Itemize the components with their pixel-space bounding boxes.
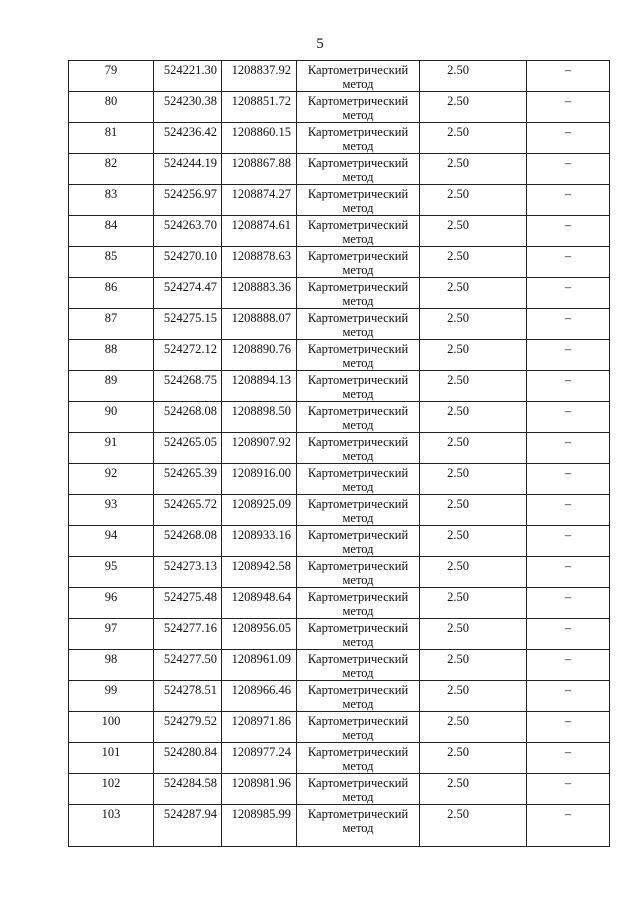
method-line-2: метод: [342, 418, 374, 432]
note-cell: –: [527, 526, 610, 557]
method-cell: [297, 185, 420, 216]
x-coordinate-cell: 524230.38: [154, 92, 222, 123]
point-number-cell: 81: [69, 123, 154, 154]
x-coordinate-cell: 524265.72: [154, 495, 222, 526]
method-line-2: метод: [342, 294, 374, 308]
accuracy-cell: 2.50: [420, 712, 527, 743]
point-number-cell: 80: [69, 92, 154, 123]
method-line-1: Картометрический: [307, 807, 409, 821]
method-line-2: метод: [342, 666, 374, 680]
method-line-1: Картометрический: [307, 125, 409, 139]
method-line-2: метод: [342, 480, 374, 494]
point-number-cell: 89: [69, 371, 154, 402]
point-number-cell: 93: [69, 495, 154, 526]
note-cell: –: [527, 154, 610, 185]
point-number-cell: 88: [69, 340, 154, 371]
table-row: [69, 371, 610, 402]
accuracy-cell: 2.50: [420, 216, 527, 247]
table-row: [69, 92, 610, 123]
y-coordinate-cell: 1208971.86: [222, 712, 297, 743]
method-line-2: метод: [342, 821, 374, 835]
y-coordinate-cell: 1208961.09: [222, 650, 297, 681]
note-cell: –: [527, 495, 610, 526]
method-line-2: метод: [342, 201, 374, 215]
y-coordinate-cell: 1208898.50: [222, 402, 297, 433]
y-coordinate-cell: 1208837.92: [222, 61, 297, 92]
y-coordinate-cell: 1208883.36: [222, 278, 297, 309]
method-cell: [297, 433, 420, 464]
table-row: [69, 743, 610, 774]
x-coordinate-cell: 524277.16: [154, 619, 222, 650]
accuracy-cell: 2.50: [420, 557, 527, 588]
accuracy-cell: 2.50: [420, 185, 527, 216]
method-line-1: Картометрический: [307, 497, 409, 511]
point-number-cell: 98: [69, 650, 154, 681]
method-cell: [297, 526, 420, 557]
accuracy-cell: 2.50: [420, 650, 527, 681]
x-coordinate-cell: 524280.84: [154, 743, 222, 774]
note-cell: –: [527, 464, 610, 495]
method-line-1: Картометрический: [307, 466, 409, 480]
method-line-1: Картометрический: [307, 435, 409, 449]
method-line-1: Картометрический: [307, 94, 409, 108]
note-cell: –: [527, 805, 610, 847]
point-number-cell: 103: [69, 805, 154, 847]
y-coordinate-cell: 1208874.61: [222, 216, 297, 247]
x-coordinate-cell: 524221.30: [154, 61, 222, 92]
point-number-cell: 91: [69, 433, 154, 464]
accuracy-cell: 2.50: [420, 402, 527, 433]
method-line-2: метод: [342, 542, 374, 556]
method-line-2: метод: [342, 728, 374, 742]
note-cell: –: [527, 619, 610, 650]
method-line-1: Картометрический: [307, 621, 409, 635]
method-cell: [297, 681, 420, 712]
x-coordinate-cell: 524273.13: [154, 557, 222, 588]
method-cell: [297, 154, 420, 185]
y-coordinate-cell: 1208878.63: [222, 247, 297, 278]
accuracy-cell: 2.50: [420, 681, 527, 712]
y-coordinate-cell: 1208977.24: [222, 743, 297, 774]
method-line-1: Картометрический: [307, 63, 409, 77]
note-cell: –: [527, 309, 610, 340]
y-coordinate-cell: 1208907.92: [222, 433, 297, 464]
method-line-1: Картометрический: [307, 559, 409, 573]
table-row: [69, 526, 610, 557]
accuracy-cell: 2.50: [420, 309, 527, 340]
accuracy-cell: 2.50: [420, 743, 527, 774]
method-cell: [297, 309, 420, 340]
x-coordinate-cell: 524265.39: [154, 464, 222, 495]
method-line-2: метод: [342, 232, 374, 246]
coordinates-table: [68, 60, 610, 847]
y-coordinate-cell: 1208894.13: [222, 371, 297, 402]
method-line-2: метод: [342, 790, 374, 804]
method-cell: [297, 123, 420, 154]
table-row: [69, 216, 610, 247]
method-cell: [297, 61, 420, 92]
point-number-cell: 94: [69, 526, 154, 557]
note-cell: –: [527, 402, 610, 433]
x-coordinate-cell: 524275.15: [154, 309, 222, 340]
point-number-cell: 87: [69, 309, 154, 340]
method-cell: [297, 247, 420, 278]
table-row: [69, 247, 610, 278]
y-coordinate-cell: 1208860.15: [222, 123, 297, 154]
point-number-cell: 97: [69, 619, 154, 650]
accuracy-cell: 2.50: [420, 619, 527, 650]
note-cell: –: [527, 216, 610, 247]
point-number-cell: 79: [69, 61, 154, 92]
method-line-2: метод: [342, 263, 374, 277]
method-line-1: Картометрический: [307, 652, 409, 666]
method-cell: [297, 712, 420, 743]
y-coordinate-cell: 1208966.46: [222, 681, 297, 712]
method-line-1: Картометрический: [307, 249, 409, 263]
point-number-cell: 85: [69, 247, 154, 278]
point-number-cell: 84: [69, 216, 154, 247]
table-row: [69, 154, 610, 185]
method-cell: [297, 650, 420, 681]
point-number-cell: 82: [69, 154, 154, 185]
note-cell: –: [527, 433, 610, 464]
accuracy-cell: 2.50: [420, 433, 527, 464]
y-coordinate-cell: 1208874.27: [222, 185, 297, 216]
method-line-1: Картометрический: [307, 404, 409, 418]
method-line-1: Картометрический: [307, 714, 409, 728]
accuracy-cell: 2.50: [420, 588, 527, 619]
note-cell: –: [527, 371, 610, 402]
x-coordinate-cell: 524270.10: [154, 247, 222, 278]
accuracy-cell: 2.50: [420, 278, 527, 309]
method-line-2: метод: [342, 759, 374, 773]
method-cell: [297, 588, 420, 619]
accuracy-cell: 2.50: [420, 123, 527, 154]
accuracy-cell: 2.50: [420, 92, 527, 123]
table-row: [69, 309, 610, 340]
x-coordinate-cell: 524256.97: [154, 185, 222, 216]
note-cell: –: [527, 247, 610, 278]
x-coordinate-cell: 524287.94: [154, 805, 222, 847]
x-coordinate-cell: 524275.48: [154, 588, 222, 619]
note-cell: –: [527, 557, 610, 588]
accuracy-cell: 2.50: [420, 154, 527, 185]
method-line-2: метод: [342, 449, 374, 463]
x-coordinate-cell: 524268.08: [154, 526, 222, 557]
point-number-cell: 95: [69, 557, 154, 588]
accuracy-cell: 2.50: [420, 526, 527, 557]
x-coordinate-cell: 524236.42: [154, 123, 222, 154]
method-line-2: метод: [342, 511, 374, 525]
method-line-2: метод: [342, 635, 374, 649]
page-number: 5: [316, 36, 324, 52]
table-row: [69, 774, 610, 805]
table-row: [69, 123, 610, 154]
note-cell: –: [527, 92, 610, 123]
x-coordinate-cell: 524284.58: [154, 774, 222, 805]
x-coordinate-cell: 524244.19: [154, 154, 222, 185]
method-cell: [297, 743, 420, 774]
x-coordinate-cell: 524279.52: [154, 712, 222, 743]
method-cell: [297, 774, 420, 805]
note-cell: –: [527, 712, 610, 743]
note-cell: –: [527, 61, 610, 92]
y-coordinate-cell: 1208925.09: [222, 495, 297, 526]
table-row: [69, 557, 610, 588]
point-number-cell: 99: [69, 681, 154, 712]
y-coordinate-cell: 1208851.72: [222, 92, 297, 123]
table-row: [69, 61, 610, 92]
table-row: [69, 278, 610, 309]
point-number-cell: 96: [69, 588, 154, 619]
method-cell: [297, 619, 420, 650]
method-line-2: метод: [342, 387, 374, 401]
method-cell: [297, 371, 420, 402]
accuracy-cell: 2.50: [420, 774, 527, 805]
accuracy-cell: 2.50: [420, 340, 527, 371]
point-number-cell: 90: [69, 402, 154, 433]
method-line-1: Картометрический: [307, 218, 409, 232]
table-row: [69, 464, 610, 495]
y-coordinate-cell: 1208867.88: [222, 154, 297, 185]
accuracy-cell: 2.50: [420, 247, 527, 278]
note-cell: –: [527, 340, 610, 371]
method-line-1: Картометрический: [307, 590, 409, 604]
method-cell: [297, 557, 420, 588]
point-number-cell: 100: [69, 712, 154, 743]
accuracy-cell: 2.50: [420, 371, 527, 402]
y-coordinate-cell: 1208956.05: [222, 619, 297, 650]
method-line-2: метод: [342, 356, 374, 370]
table-row: [69, 185, 610, 216]
table-row: [69, 495, 610, 526]
x-coordinate-cell: 524277.50: [154, 650, 222, 681]
table-row: [69, 712, 610, 743]
x-coordinate-cell: 524268.75: [154, 371, 222, 402]
y-coordinate-cell: 1208916.00: [222, 464, 297, 495]
x-coordinate-cell: 524272.12: [154, 340, 222, 371]
coordinates-table-body: [69, 61, 610, 847]
x-coordinate-cell: 524265.05: [154, 433, 222, 464]
note-cell: –: [527, 774, 610, 805]
method-line-2: метод: [342, 604, 374, 618]
table-row: [69, 619, 610, 650]
note-cell: –: [527, 681, 610, 712]
note-cell: –: [527, 743, 610, 774]
method-line-1: Картометрический: [307, 156, 409, 170]
method-line-2: метод: [342, 139, 374, 153]
method-line-1: Картометрический: [307, 776, 409, 790]
method-line-1: Картометрический: [307, 342, 409, 356]
x-coordinate-cell: 524263.70: [154, 216, 222, 247]
x-coordinate-cell: 524268.08: [154, 402, 222, 433]
note-cell: –: [527, 278, 610, 309]
accuracy-cell: 2.50: [420, 464, 527, 495]
accuracy-cell: 2.50: [420, 495, 527, 526]
method-line-1: Картометрический: [307, 528, 409, 542]
y-coordinate-cell: 1208985.99: [222, 805, 297, 847]
table-row: [69, 433, 610, 464]
method-cell: [297, 805, 420, 847]
method-line-2: метод: [342, 325, 374, 339]
method-line-1: Картометрический: [307, 187, 409, 201]
method-line-2: метод: [342, 77, 374, 91]
method-cell: [297, 402, 420, 433]
y-coordinate-cell: 1208981.96: [222, 774, 297, 805]
point-number-cell: 101: [69, 743, 154, 774]
method-line-2: метод: [342, 697, 374, 711]
x-coordinate-cell: 524274.47: [154, 278, 222, 309]
table-row: [69, 588, 610, 619]
method-line-1: Картометрический: [307, 280, 409, 294]
table-row: [69, 340, 610, 371]
method-line-1: Картометрический: [307, 683, 409, 697]
y-coordinate-cell: 1208948.64: [222, 588, 297, 619]
note-cell: –: [527, 588, 610, 619]
y-coordinate-cell: 1208890.76: [222, 340, 297, 371]
y-coordinate-cell: 1208933.16: [222, 526, 297, 557]
method-cell: [297, 216, 420, 247]
point-number-cell: 83: [69, 185, 154, 216]
method-cell: [297, 92, 420, 123]
table-row: [69, 805, 610, 847]
method-line-1: Картометрический: [307, 373, 409, 387]
note-cell: –: [527, 123, 610, 154]
table-row: [69, 402, 610, 433]
accuracy-cell: 2.50: [420, 805, 527, 847]
point-number-cell: 86: [69, 278, 154, 309]
point-number-cell: 102: [69, 774, 154, 805]
method-cell: [297, 464, 420, 495]
note-cell: –: [527, 185, 610, 216]
method-line-1: Картометрический: [307, 311, 409, 325]
method-line-2: метод: [342, 108, 374, 122]
y-coordinate-cell: 1208888.07: [222, 309, 297, 340]
accuracy-cell: 2.50: [420, 61, 527, 92]
table-row: [69, 650, 610, 681]
method-cell: [297, 495, 420, 526]
method-line-2: метод: [342, 573, 374, 587]
method-cell: [297, 340, 420, 371]
note-cell: –: [527, 650, 610, 681]
method-cell: [297, 278, 420, 309]
table-row: [69, 681, 610, 712]
method-line-2: метод: [342, 170, 374, 184]
method-line-1: Картометрический: [307, 745, 409, 759]
x-coordinate-cell: 524278.51: [154, 681, 222, 712]
y-coordinate-cell: 1208942.58: [222, 557, 297, 588]
point-number-cell: 92: [69, 464, 154, 495]
